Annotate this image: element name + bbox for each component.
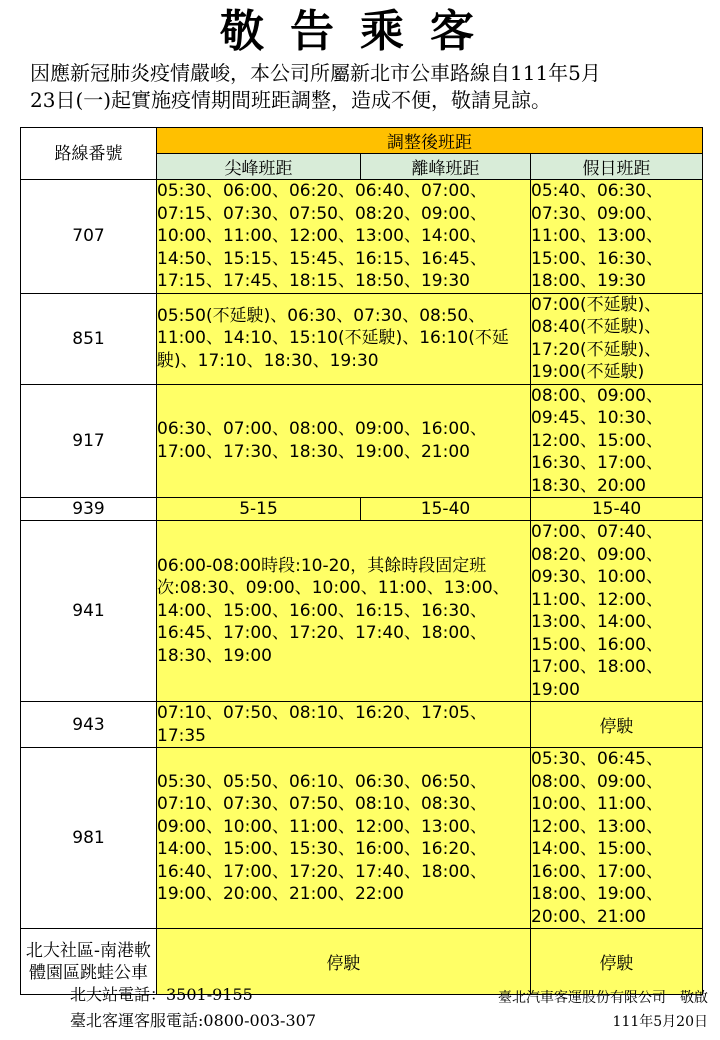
- notice-title: 敬告乘客: [220, 6, 500, 57]
- holiday-times: 停駛: [531, 929, 703, 995]
- table-row: [21, 521, 703, 702]
- holiday-times: 05:30、06:45、08:00、09:00、10:00、11:00、12:00、13:00、14:00、15:00、16:00、17:00、18:00、19:00、20:00、21:00: [531, 748, 703, 929]
- route-number: 941: [21, 521, 157, 702]
- route-number: 943: [21, 702, 157, 748]
- route-number: 851: [21, 293, 157, 384]
- table-row: [21, 180, 703, 294]
- header-adjusted: 調整後班距: [157, 128, 703, 154]
- offpeak-interval: 15-40: [361, 498, 531, 521]
- header-holiday: 假日班距: [531, 154, 703, 180]
- company-name: 臺北汽車客運股份有限公司 敬啟: [498, 990, 708, 1006]
- route-number: 917: [21, 384, 157, 498]
- table-row: [21, 498, 703, 521]
- weekday-times: 06:30、07:00、08:00、09:00、16:00、17:00、17:30、18:30、19:00、21:00: [157, 384, 531, 498]
- intro-line-1: 因應新冠肺炎疫情嚴峻，本公司所屬新北市公車路線自111年5月: [30, 61, 601, 85]
- route-number: 北大社區-南港軟體園區跳蛙公車: [21, 929, 157, 995]
- holiday-times: 07:00、07:40、08:20、09:00、09:30、10:00、11:00、12:00、13:00、14:00、15:00、16:00、17:00、18:00、19:00: [531, 521, 703, 702]
- table-row: [21, 293, 703, 384]
- route-number: 939: [21, 498, 157, 521]
- table-row: [21, 702, 703, 748]
- route-number: 707: [21, 180, 157, 294]
- peak-interval: 5-15: [157, 498, 361, 521]
- weekday-times: 06:00-08:00時段:10-20，其餘時段固定班次:08:30、09:00、10:00、11:00、13:00、14:00、15:00、16:00、16:15、16:30、16:45、17:00、17:20、17:40、18:00、18:30、19:00: [157, 521, 531, 702]
- weekday-times: 05:30、06:00、06:20、06:40、07:00、07:15、07:30、07:50、08:20、09:00、10:00、11:00、12:00、13:00、14:00、14:50、15:15、15:45、16:15、16:45、17:15、17:45、18:15、18:50、19:30: [157, 180, 531, 294]
- weekday-times: 05:30、05:50、06:10、06:30、06:50、07:10、07:30、07:50、08:10、08:30、09:00、10:00、11:00、12:00、13:00、14:00、15:00、15:30、16:00、16:20、16:40、17:00、17:20、17:40、18:00、19:00、20:00、21:00、22:00: [157, 748, 531, 929]
- intro-line-2: 23日(一)起實施疫情期間班距調整，造成不便，敬請見諒。: [30, 88, 552, 112]
- holiday-times: 07:00(不延駛)、08:40(不延駛)、17:20(不延駛)、19:00(不延駛): [531, 293, 703, 384]
- footer-signature: [388, 986, 708, 1034]
- weekday-times: 07:10、07:50、08:10、16:20、17:05、17:35: [157, 702, 531, 748]
- header-offpeak: 離峰班距: [361, 154, 531, 180]
- table-row: [21, 748, 703, 929]
- table-row: [21, 384, 703, 498]
- customer-service-phone: 臺北客運客服電話:0800-003-307: [70, 1011, 317, 1030]
- header-peak: 尖峰班距: [157, 154, 361, 180]
- route-number: 981: [21, 748, 157, 929]
- holiday-times: 08:00、09:00、09:45、10:30、12:00、15:00、16:30、17:00、18:30、20:00: [531, 384, 703, 498]
- holiday-interval: 15-40: [531, 498, 703, 521]
- holiday-times: 05:40、06:30、07:30、09:00、11:00、13:00、15:00、16:30、18:00、19:30: [531, 180, 703, 294]
- footer-phones: [70, 982, 316, 1034]
- schedule-table: [20, 127, 703, 995]
- beida-station-phone: 北大站電話：3501-9155: [70, 985, 253, 1004]
- header-route: 路線番號: [21, 128, 157, 180]
- weekday-times: 停駛: [157, 929, 531, 995]
- notice-intro: [30, 60, 710, 114]
- notice-date: 111年5月20日: [612, 1014, 708, 1030]
- holiday-times: 停駛: [531, 702, 703, 748]
- weekday-times: 05:50(不延駛)、06:30、07:30、08:50、11:00、14:10、15:10(不延駛)、16:10(不延駛)、17:10、18:30、19:30: [157, 293, 531, 384]
